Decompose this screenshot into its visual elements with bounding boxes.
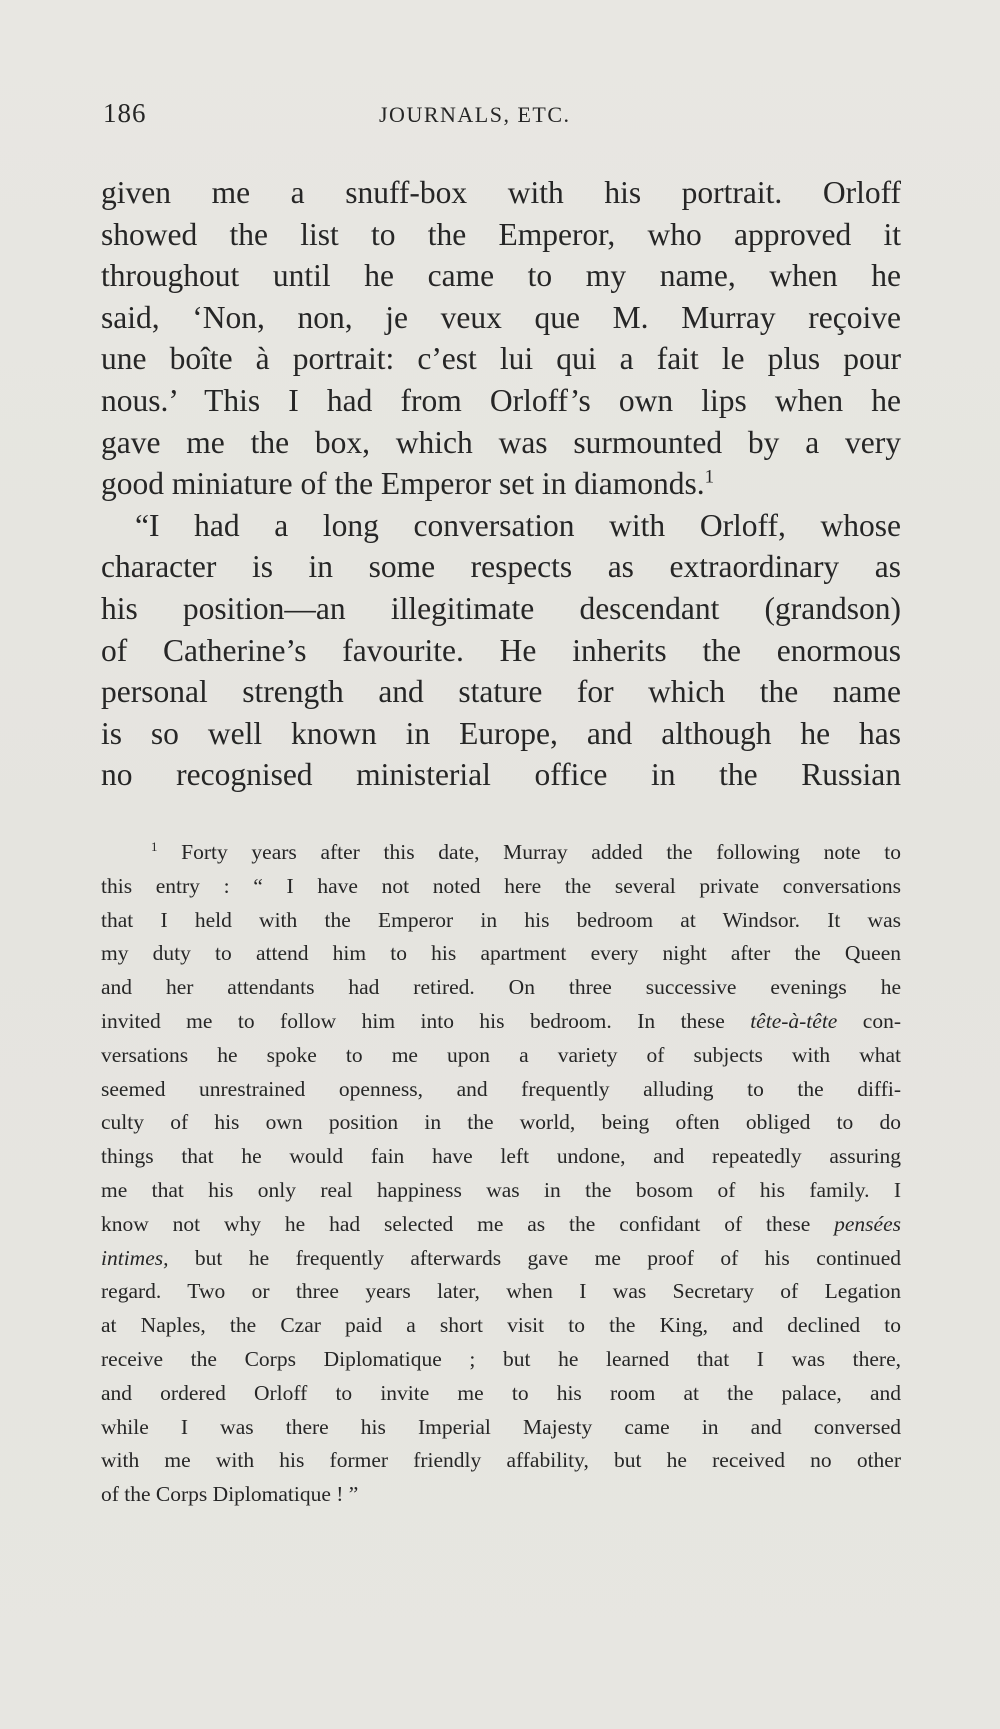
text-line: une boîte à portrait: c’est lui qui a fait le plus pour: [101, 341, 901, 377]
footnote-marker: 1: [151, 839, 158, 854]
main-text: [101, 172, 901, 796]
footnote-line: this entry : “ I have not noted here the several private conversations: [101, 873, 901, 898]
footnote-text: invited me to follow him into his bedroom. In these: [101, 1008, 751, 1033]
text-line: nous.’ This I had from Orloff’s own lips when he: [101, 382, 901, 418]
text-line: [101, 463, 901, 505]
footnote-text: know not why he had selected me as the confidant of these: [101, 1211, 835, 1236]
text-line: is so well known in Europe, and although he has: [101, 715, 901, 751]
footnote: [101, 836, 901, 1512]
footnote-line: [101, 1208, 901, 1242]
italic-phrase: pensées: [834, 1211, 901, 1236]
text-line: character is in some respects as extraordinary as: [101, 549, 901, 585]
footnote-line: receive the Corps Diplomatique ; but he learned that I was there,: [101, 1346, 901, 1371]
footnote-line: seemed unrestrained openness, and frequently alluding to the diffi-: [101, 1076, 901, 1101]
running-head: JOURNALS, ETC.: [379, 102, 571, 127]
text-line-content: good miniature of the Emperor set in diamonds.: [101, 466, 705, 502]
text-line: given me a snuff-box with his portrait. Orloff: [101, 175, 901, 210]
footnote-line: that I held with the Emperor in his bedroom at Windsor. It was: [101, 907, 901, 932]
text-line: no recognised ministerial office in the Russian: [101, 757, 901, 793]
footnote-line: things that he would fain have left undone, and repeatedly assuring: [101, 1144, 901, 1169]
footnote-line: while I was there his Imperial Majesty came in and conversed: [101, 1414, 901, 1439]
footnote-line: versations he spoke to me upon a variety of subjects with what: [101, 1042, 901, 1067]
page-header: [103, 98, 903, 138]
footnote-line: [101, 1242, 901, 1276]
footnote-text: Forty years after this date, Murray added the following note to: [181, 840, 901, 864]
footnote-line: and her attendants had retired. On three successive evenings he: [101, 975, 901, 1000]
footnote-line: and ordered Orloff to invite me to his room at the palace, and: [101, 1380, 901, 1405]
text-line: of Catherine’s favourite. He inherits the enormous: [101, 632, 901, 668]
text-line: gave me the box, which was surmounted by a very: [101, 424, 901, 460]
footnote-line: culty of his own position in the world, being often obliged to do: [101, 1110, 901, 1135]
italic-phrase: intimes,: [101, 1245, 169, 1270]
footnote-reference[interactable]: 1: [704, 466, 715, 488]
text-line: said, ‘Non, non, je veux que M. Murray reçoive: [101, 299, 901, 335]
text-line: his position—an illegitimate descendant (grandson): [101, 590, 901, 626]
paragraph-start-line: “I had a long conversation with Orloff, whose: [135, 507, 901, 543]
footnote-line: me that his only real happiness was in the bosom of his family. I: [101, 1177, 901, 1202]
footnote-line: [101, 1005, 901, 1039]
footnote-line: with me with his former friendly affability, but he received no other: [101, 1448, 901, 1473]
footnote-text: but he frequently afterwards gave me proof of his continued: [168, 1245, 901, 1270]
footnote-line: of the Corps Diplomatique ! ”: [101, 1482, 359, 1507]
italic-phrase: tête-à-tête: [750, 1008, 838, 1033]
footnote-line: my duty to attend him to his apartment every night after the Queen: [101, 941, 901, 966]
text-line: throughout until he came to my name, when he: [101, 258, 901, 294]
footnote-line: [101, 836, 901, 870]
page-number: 186: [103, 98, 147, 128]
text-line: personal strength and stature for which the name: [101, 674, 901, 710]
footnote-text: con-: [837, 1008, 901, 1033]
text-line: showed the list to the Emperor, who approved it: [101, 216, 901, 252]
footnote-line: at Naples, the Czar paid a short visit to the King, and declined to: [101, 1313, 901, 1338]
footnote-line: regard. Two or three years later, when I was Secretary of Legation: [101, 1279, 901, 1304]
